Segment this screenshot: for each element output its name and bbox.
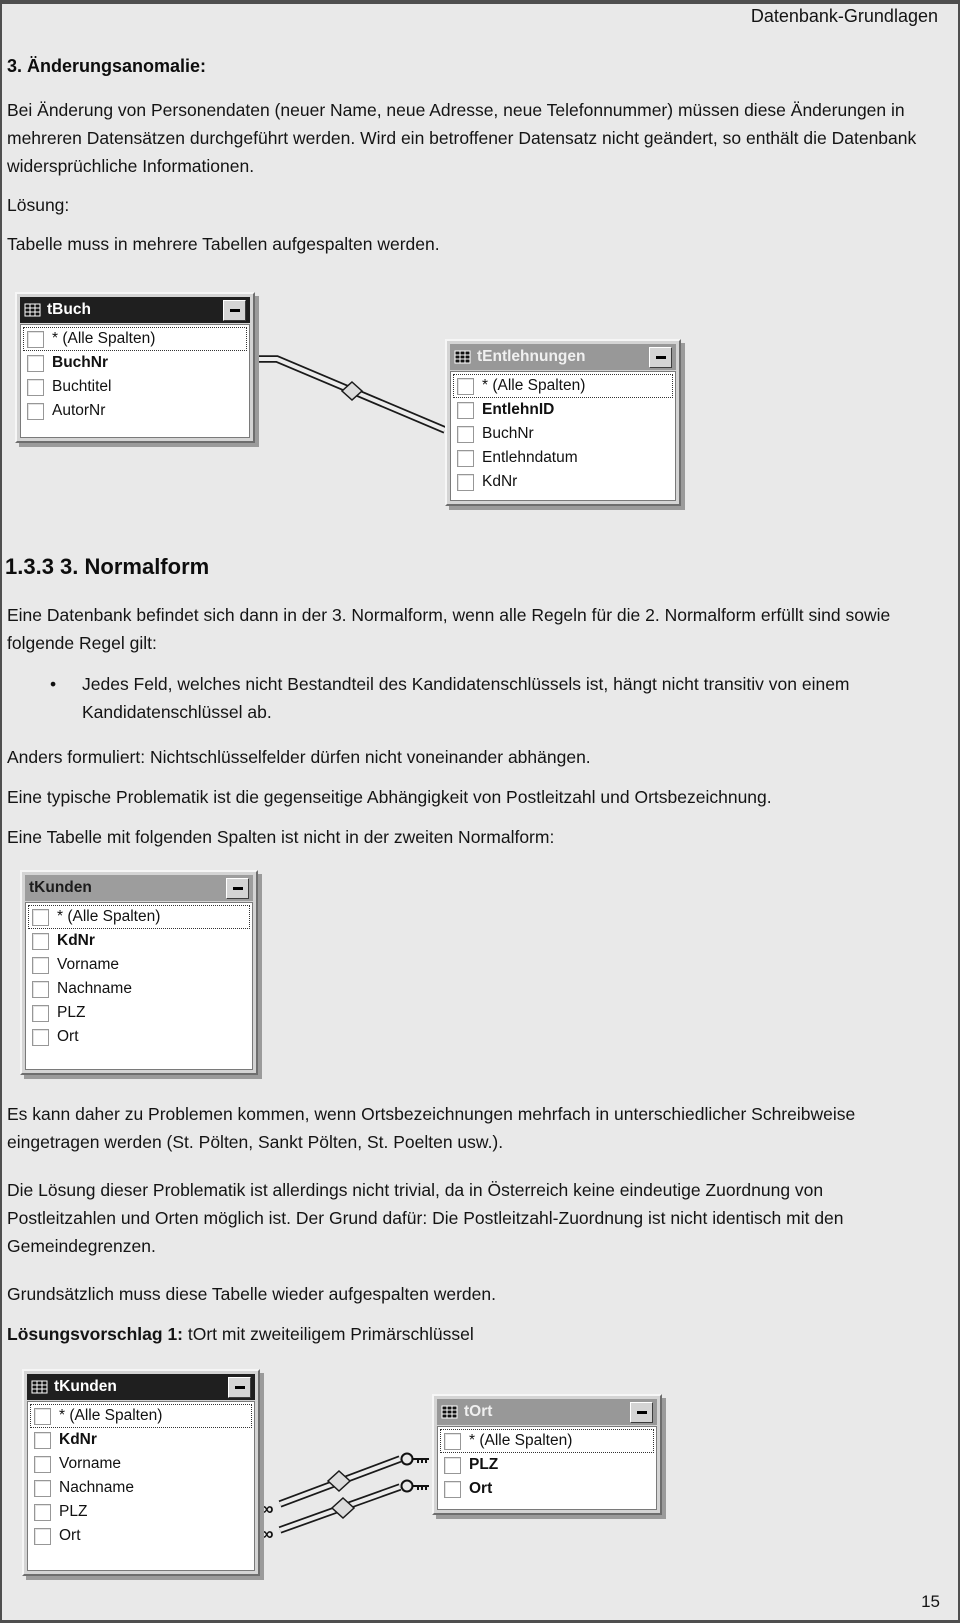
field-label: PLZ (59, 1503, 88, 1520)
field-row[interactable] (28, 929, 250, 953)
table-window-tkunden-bottom (22, 1369, 260, 1576)
field-checkbox[interactable] (32, 957, 49, 974)
field-label: EntlehnID (482, 401, 555, 418)
key-icon (402, 1454, 430, 1465)
minimize-icon (656, 356, 666, 359)
field-row[interactable] (440, 1453, 654, 1477)
field-checkbox[interactable] (34, 1504, 51, 1521)
field-checkbox[interactable] (32, 1029, 49, 1046)
minimize-button[interactable] (226, 878, 249, 899)
relationship-diagram-2 (2, 1362, 960, 1597)
field-row[interactable] (30, 1476, 252, 1500)
field-list (25, 902, 253, 1070)
table-icon (441, 1405, 458, 1419)
loesung-label: Lösung: (7, 195, 70, 215)
field-checkbox[interactable] (27, 331, 44, 348)
field-label: BuchNr (52, 354, 108, 371)
minimize-button[interactable] (223, 300, 246, 321)
field-checkbox[interactable] (32, 981, 49, 998)
field-list (437, 1426, 657, 1510)
window-title: tOrt (464, 1403, 493, 1420)
field-row[interactable] (30, 1500, 252, 1524)
field-label: Entlehndatum (482, 449, 578, 466)
field-row[interactable] (453, 470, 673, 494)
field-label: Ort (57, 1028, 79, 1045)
field-label: Ort (59, 1527, 81, 1544)
field-checkbox[interactable] (34, 1480, 51, 1497)
field-checkbox[interactable] (444, 1481, 461, 1498)
field-label: Nachname (57, 980, 132, 997)
field-checkbox[interactable] (34, 1456, 51, 1473)
table-icon (31, 1380, 48, 1394)
field-row-all-columns[interactable] (453, 374, 673, 398)
minimize-button[interactable] (630, 1402, 653, 1423)
table-window-tkunden-middle (20, 870, 258, 1075)
field-checkbox[interactable] (32, 1005, 49, 1022)
field-row[interactable] (453, 446, 673, 470)
field-label: * (Alle Spalten) (57, 908, 161, 925)
window-title: tKunden (29, 879, 92, 896)
minimize-button[interactable] (649, 347, 672, 368)
field-row[interactable] (23, 351, 247, 375)
paragraph-normalform-intro: Eine Datenbank befindet sich dann in der 3. Normalform, wenn alle Regeln für die 2. Normalform erfüllt sind sowie folgende Regel gilt: (7, 605, 891, 653)
field-checkbox[interactable] (32, 909, 49, 926)
table-window-tort (432, 1394, 662, 1515)
window-title: tBuch (47, 301, 91, 318)
table-window-tentlehnungen (445, 339, 681, 506)
field-label: Vorname (59, 1455, 122, 1472)
field-row[interactable] (28, 1001, 250, 1025)
field-label: Buchtitel (52, 378, 112, 395)
paragraph-schreibweise: Es kann daher zu Problemen kommen, wenn Ortsbezeichnungen mehrfach in unterschiedlicher Schreibweise eingetragen werden (St. Pölten, Sankt Pölten, St. Poelten usw.). (7, 1104, 856, 1152)
minimize-icon (230, 309, 240, 312)
relationship-diagram-1 (2, 289, 960, 514)
field-label: AutorNr (52, 402, 106, 419)
field-row[interactable] (30, 1428, 252, 1452)
minimize-button[interactable] (228, 1377, 251, 1398)
paragraph-tabelle-spalten: Eine Tabelle mit folgenden Spalten ist nicht in der zweiten Normalform: (7, 827, 555, 847)
field-label: PLZ (57, 1004, 86, 1021)
key-icon (402, 1481, 430, 1492)
field-label: * (Alle Spalten) (59, 1407, 163, 1424)
heading-normalform: 1.3.3 3. Normalform (5, 554, 210, 579)
table-window-tbuch (15, 292, 255, 443)
field-row[interactable] (28, 1025, 250, 1049)
field-label: KdNr (59, 1431, 97, 1448)
table-icon (454, 350, 471, 364)
page-header: Datenbank-Grundlagen (750, 6, 938, 26)
field-label: * (Alle Spalten) (469, 1432, 573, 1449)
paragraph-anomalie: Bei Änderung von Personendaten (neuer Name, neue Adresse, neue Telefonnummer) müssen diese Änderungen in mehreren Datensätzen durchgeführt werden. Wird ein betroffener Datensatz nicht geändert, so enthält die Datenbank widersprüchliche Informationen. (7, 100, 917, 176)
field-list (20, 324, 250, 438)
field-checkbox[interactable] (34, 1528, 51, 1545)
field-checkbox[interactable] (444, 1457, 461, 1474)
field-row-all-columns[interactable] (23, 327, 247, 351)
paragraph-anders-formuliert: Anders formuliert: Nichtschlüsselfelder dürfen nicht voneinander abhängen. (7, 747, 591, 767)
field-label: Vorname (57, 956, 120, 973)
field-label: * (Alle Spalten) (52, 330, 156, 347)
bullet-marker: • (50, 674, 57, 694)
window-title: tEntlehnungen (477, 348, 586, 365)
field-row[interactable] (23, 375, 247, 399)
field-row-all-columns[interactable] (30, 1404, 252, 1428)
field-checkbox[interactable] (34, 1408, 51, 1425)
field-list (27, 1401, 255, 1571)
field-checkbox[interactable] (457, 474, 474, 491)
minimize-icon (233, 887, 243, 890)
field-row[interactable] (23, 399, 247, 423)
field-checkbox[interactable] (32, 933, 49, 950)
heading-aenderungsanomalie: 3. Änderungsanomalie: (7, 56, 207, 76)
loesungsvorschlag-text: tOrt mit zweiteiligem Primärschlüssel (183, 1324, 474, 1344)
window-titlebar[interactable] (450, 344, 676, 370)
paragraph-keine-zuordnung: Die Lösung dieser Problematik ist allerdings nicht trivial, da in Österreich keine eindeutige Zuordnung von Postleitzahlen und Orten möglich ist. Der Grund dafür: Die Postleitzahl-Zuordnung ist nicht identisch mit den Gemeindegrenzen. (7, 1180, 844, 1256)
infinity-icon: ∞ (260, 1524, 274, 1545)
field-checkbox[interactable] (457, 426, 474, 443)
minimize-icon (637, 1411, 647, 1414)
window-titlebar[interactable] (25, 875, 253, 901)
field-label: * (Alle Spalten) (482, 377, 586, 394)
field-row[interactable] (28, 977, 250, 1001)
window-titlebar[interactable] (437, 1399, 657, 1425)
field-row[interactable] (30, 1452, 252, 1476)
window-titlebar[interactable] (27, 1374, 255, 1400)
field-label: PLZ (469, 1456, 499, 1473)
field-label: KdNr (57, 932, 95, 949)
window-title: tKunden (54, 1378, 117, 1395)
paragraph-aufspalten: Grundsätzlich muss diese Tabelle wieder aufgespalten werden. (7, 1284, 496, 1304)
field-row[interactable] (30, 1524, 252, 1548)
bullet-item-transitiv: Jedes Feld, welches nicht Bestandteil des Kandidatenschlüssels ist, hängt nicht transitiv von einem Kandidatenschlüssel ab. (82, 674, 850, 722)
field-list (450, 371, 676, 501)
field-row-all-columns[interactable] (28, 905, 250, 929)
field-label: KdNr (482, 473, 518, 490)
field-checkbox[interactable] (27, 379, 44, 396)
paragraph-problematik: Eine typische Problematik ist die gegenseitige Abhängigkeit von Postleitzahl und Ortsbezeichnung. (7, 787, 772, 807)
table-icon (24, 303, 41, 317)
window-titlebar[interactable] (20, 297, 250, 323)
field-row[interactable] (453, 398, 673, 422)
page-number: 15 (921, 1592, 940, 1611)
loesungsvorschlag-label: Lösungsvorschlag 1: (7, 1324, 184, 1344)
paragraph-loesung: Tabelle muss in mehrere Tabellen aufgespalten werden. (7, 234, 440, 254)
paragraph-loesungsvorschlag (7, 1320, 932, 1348)
field-checkbox[interactable] (27, 355, 44, 372)
field-row-all-columns[interactable] (440, 1429, 654, 1453)
field-row[interactable] (453, 422, 673, 446)
field-checkbox[interactable] (457, 378, 474, 395)
field-label: Ort (469, 1480, 493, 1497)
field-row[interactable] (28, 953, 250, 977)
field-checkbox[interactable] (457, 450, 474, 467)
field-label: BuchNr (482, 425, 534, 442)
infinity-icon: ∞ (260, 1499, 274, 1520)
field-label: Nachname (59, 1479, 134, 1496)
field-row[interactable] (440, 1477, 654, 1501)
field-checkbox[interactable] (34, 1432, 51, 1449)
field-checkbox[interactable] (27, 403, 44, 420)
field-checkbox[interactable] (444, 1433, 461, 1450)
field-checkbox[interactable] (457, 402, 474, 419)
minimize-icon (235, 1386, 245, 1389)
